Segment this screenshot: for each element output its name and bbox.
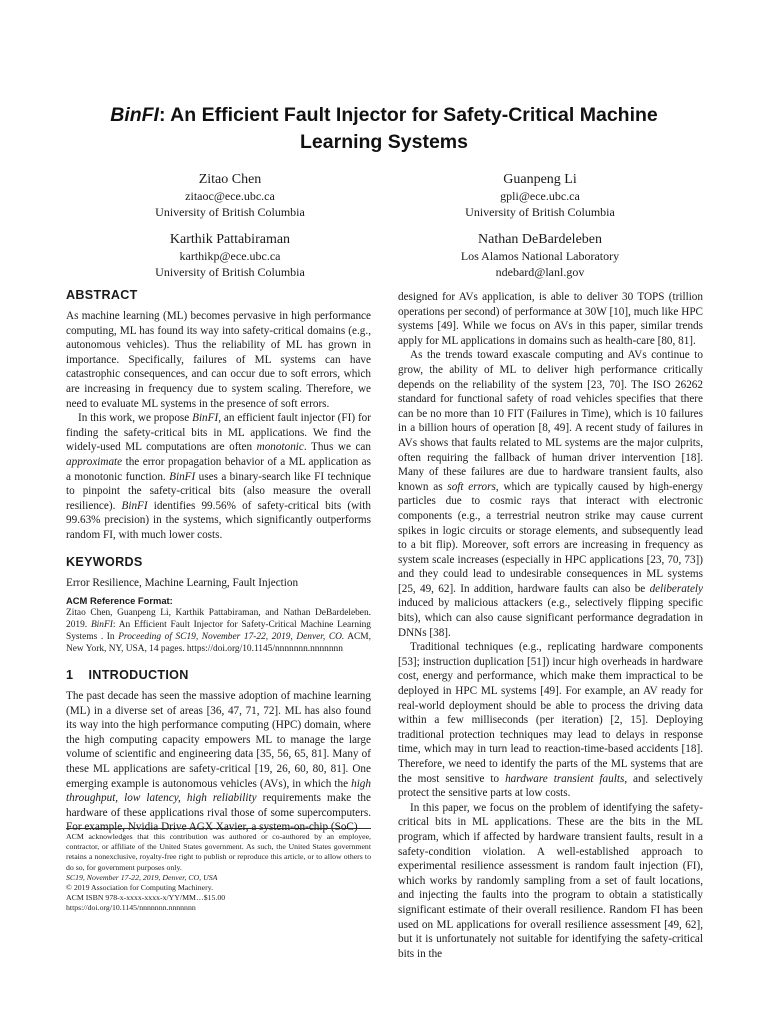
abstract-heading: ABSTRACT xyxy=(66,288,138,302)
introduction-heading: 1 INTRODUCTION xyxy=(66,668,189,683)
paper-title xyxy=(60,102,708,156)
author-email: karthikp@ece.ubc.ca xyxy=(179,249,281,263)
author-email: zitaoc@ece.ubc.ca xyxy=(185,189,275,203)
author-affiliation: University of British Columbia xyxy=(155,264,305,279)
footnote-permission: ACM acknowledges that this contribution was authored or co-authored by an employee, contractor, or affiliate of the United States government. As such, the United States government retains a nonexclusive, royalty-free right to publish or reproduce this article, or to allow others to do so, for government purposes only. xyxy=(66,832,371,872)
body-paragraph: Traditional techniques (e.g., replicating hardware components [53]; instruction duplication [51]) incur high overheads in hardware cost, energy and performance, which make them impractical to be deployed in HPC ML systems [49]. For example, an AV ready for real-world deployment should be able to process the driving data within a few milliseconds (per iteration) [2, 15]. Deploying traditional protection techniques may lead to delays in response time, which may in turn lead to reaction-time-based accidents [18]. Therefore, we need to identify the parts of the ML systems that are the most sensitive to hardware transient faults, and selectively protect the sensitive parts at low costs. xyxy=(398,641,703,800)
acm-reference-text: Zitao Chen, Guanpeng Li, Karthik Pattabiraman, and Nathan DeBardeleben. 2019. BinFI: An Efficient Fault Injector for Safety-Critical Machine Learning Systems . In Proceeding of SC19, November 17-22, 2019, Denver, CO. ACM, New York, NY, USA, 14 pages. https://doi.org/10.1145/nnnnnnn.nnnnnnn xyxy=(66,608,371,655)
body-paragraph: As the trends toward exascale computing and AVs continue to grow, the ability of ML to deliver high performance critically depends on the reliability of the system [23, 70]. The ISO 26262 standard for functional safety of road vehicles specifies that there can be no more than 10 FIT (Failures in Time), which is 10 failures in a billion hours of operation [8, 49]. A recent study of failures in AVs shows that faults related to ML systems are the major culprits, often requiring the fallback of human driver intervention [18]. Many of these failures are due to hardware transient faults, also known as soft errors, which are typically caused by high-energy particles due to cosmic rays that interact with electronic components (e.g., a terrestrial neutron strike may cause current spikes in logic circuits or storage elements, and subsequently lead to a bit flip). Moreover, soft errors are increasing in frequency as system scale increases (especially in HPC applications [23, 70, 73]) and they could lead to undesirable consequences in ML systems [25, 49, 62]. In addition, hardware faults can also be deliberately induced by malicious attackers (e.g., selectively flipping specific bits), which can also cause significant performance degradation in DNNs [38]. xyxy=(398,349,703,639)
author-name: Zitao Chen xyxy=(198,172,262,187)
footnote-venue: SC19, November 17-22, 2019, Denver, CO, USA xyxy=(66,872,218,882)
author-name: Guanpeng Li xyxy=(503,172,577,187)
right-column xyxy=(398,290,703,961)
copyright-footnote xyxy=(66,828,371,914)
author-name: Nathan DeBardeleben xyxy=(478,232,602,247)
footnote-isbn: ACM ISBN 978-x-xxxx-xxxx-x/YY/MM…$15.00 xyxy=(66,893,226,903)
title-tool-name: BinFI xyxy=(110,104,159,126)
author-name: Karthik Pattabiraman xyxy=(169,232,291,247)
title-line2: Learning Systems xyxy=(300,131,468,153)
author-email: gpli@ece.ubc.ca xyxy=(500,189,580,203)
author-block xyxy=(415,230,665,280)
acm-reference-heading: ACM Reference Format: xyxy=(66,595,173,607)
intro-paragraph: The past decade has seen the massive adoption of machine learning (ML) in a diverse set of areas [36, 47, 71, 72]. ML has also found its way into the high performance computing (HPC) domain, where the high computing capacity empowers ML to manage the large volume of scientific and engineering data [35, 56, 65, 81]. Many of these ML applications are safety-critical [19, 26, 60, 80, 81]. One emerging example is autonomous vehicles (AVs), in which the high throughput, low latency, high reliability requirements make the hardware of these applications rival those of some supercomputers. For example, Nvidia Drive AGX Xavier, a system-on-chip (SoC) xyxy=(66,690,371,834)
author-email: ndebard@lanl.gov xyxy=(495,264,585,279)
keywords-heading: KEYWORDS xyxy=(66,554,143,569)
author-affiliation: University of British Columbia xyxy=(155,204,305,219)
abstract-paragraph: As machine learning (ML) becomes pervasive in high performance computing, ML has found its way into safety-critical domains (e.g., autonomous vehicles). Thus the reliability of ML has grown in importance. Specifically, failures of ML systems can have catastrophic consequences, and can occur due to soft errors, which are increasing in frequency due to system scaling. Therefore, we need to evaluate ML systems in the presence of soft errors. xyxy=(66,310,371,410)
body-paragraph: In this paper, we focus on the problem of identifying the safety-critical bits in ML applications. These are the bits in the ML program, which if affected by hardware transient faults, result in a safety-condition violation. A well-established approach to experimental resilience assessment is random fault injection (FI), which works by randomly sampling from a set of fault locations, and injecting the faults into the program to obtain a statistically significant estimate of their overall resilience. Random FI has been used on ML applications for overall resilience assessment [49, 62], but it is unfortunately not suitable for identifying the safety-critical bits in the xyxy=(398,801,703,960)
author-affiliation: Los Alamos National Laboratory xyxy=(460,249,620,263)
author-block xyxy=(105,170,355,220)
abstract-paragraph: In this work, we propose BinFI, an efficient fault injector (FI) for finding the safety-critical bits in ML applications. We find the widely-used ML computations are often monotonic. Thus we can approximate the error propagation behavior of a ML application as a monotonic function. BinFI uses a binary-search like FI technique to pinpoint the safety-critical bits (also measure the overall resilience). BinFI identifies 99.56% of safety-critical bits (with 99.63% precision) in the systems, which significantly outperforms random FI, with much lower costs. xyxy=(66,412,371,541)
body-paragraph: designed for AVs application, is able to deliver 30 TOPS (trillion operations per second) of performance at 30W [10], much like HPC systems [49]. While we focus on AVs in this paper, similar trends apply for ML applications in domains such as health-care [80, 81]. xyxy=(398,291,703,347)
author-block xyxy=(415,170,665,220)
left-column xyxy=(66,287,371,835)
footnote-copyright: © 2019 Association for Computing Machinery. xyxy=(66,883,214,893)
keywords-text: Error Resilience, Machine Learning, Fault Injection xyxy=(66,576,299,589)
footnote-doi: https://doi.org/10.1145/nnnnnnn.nnnnnnn xyxy=(66,903,196,913)
title-line1: : An Efficient Fault Injector for Safety-Critical Machine xyxy=(158,104,658,126)
author-block xyxy=(105,230,355,280)
author-affiliation: University of British Columbia xyxy=(465,204,615,219)
